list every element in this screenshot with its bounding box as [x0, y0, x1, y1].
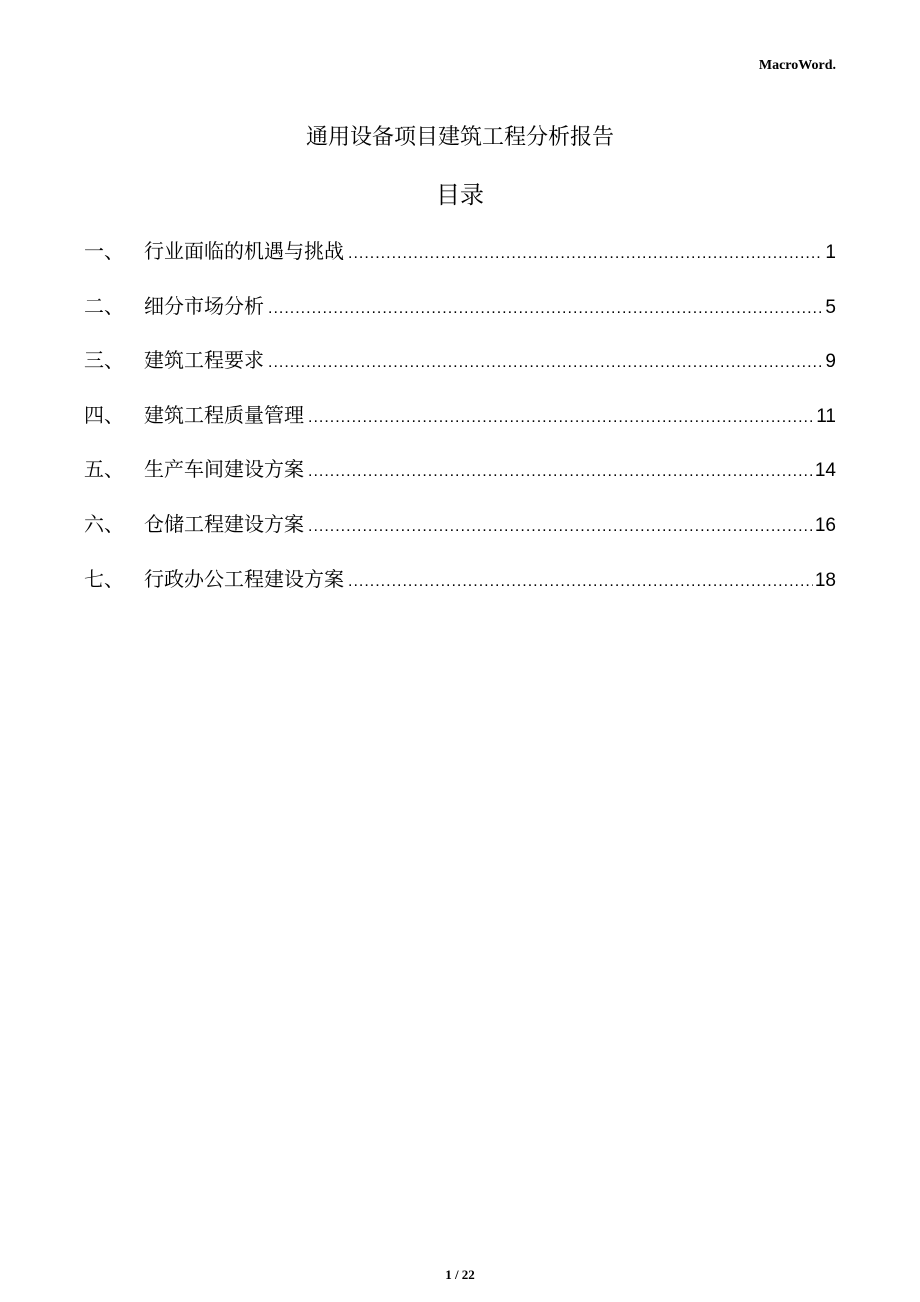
- toc-entry-label: 仓储工程建设方案: [144, 511, 304, 536]
- toc-heading: 目录: [436, 181, 484, 209]
- toc-entry-page: 16: [814, 514, 836, 536]
- toc-entry-label: 行政办公工程建设方案: [144, 566, 344, 591]
- toc-entry-number: 五、: [84, 457, 124, 482]
- toc-dot-leader: [308, 403, 814, 433]
- toc-dot-leader: [348, 239, 823, 269]
- toc-entry[interactable]: [84, 291, 836, 346]
- document-title: 通用设备项目建筑工程分析报告: [305, 125, 614, 150]
- toc-entry-number: 四、: [84, 402, 124, 427]
- toc-dot-leader: [308, 512, 813, 542]
- toc-entry-page: 11: [816, 405, 836, 427]
- page-indicator: 1 / 22: [445, 1267, 475, 1282]
- toc-entry[interactable]: [84, 509, 836, 564]
- header-brand: MacroWord.: [758, 58, 836, 73]
- toc-entry-page: 9: [825, 351, 836, 373]
- toc-entry-page: 1: [825, 242, 836, 263]
- toc-entry-number: 三、: [84, 348, 124, 373]
- toc-entry-label: 生产车间建设方案: [144, 457, 304, 482]
- toc-dot-leader: [348, 567, 813, 597]
- table-of-contents: [84, 236, 836, 618]
- toc-dot-leader: [308, 457, 813, 487]
- toc-entry[interactable]: [84, 236, 836, 291]
- toc-entry-page: 18: [814, 569, 836, 591]
- toc-entry-number: 七、: [84, 566, 124, 591]
- toc-entry-label: 建筑工程要求: [144, 348, 264, 373]
- toc-entry-label: 建筑工程质量管理: [144, 402, 304, 427]
- toc-entry-number: 二、: [84, 293, 124, 318]
- toc-entry[interactable]: [84, 400, 836, 455]
- toc-entry-page: 5: [825, 296, 836, 318]
- toc-entry[interactable]: [84, 564, 836, 619]
- toc-dot-leader: [268, 348, 823, 378]
- toc-entry[interactable]: [84, 454, 836, 509]
- toc-dot-leader: [268, 294, 823, 324]
- toc-entry-number: 六、: [84, 511, 124, 536]
- toc-entry-label: 行业面临的机遇与挑战: [144, 239, 344, 263]
- toc-entry[interactable]: [84, 345, 836, 400]
- toc-entry-page: 14: [814, 460, 836, 482]
- toc-entry-label: 细分市场分析: [144, 293, 264, 318]
- toc-entry-number: 一、: [84, 239, 124, 263]
